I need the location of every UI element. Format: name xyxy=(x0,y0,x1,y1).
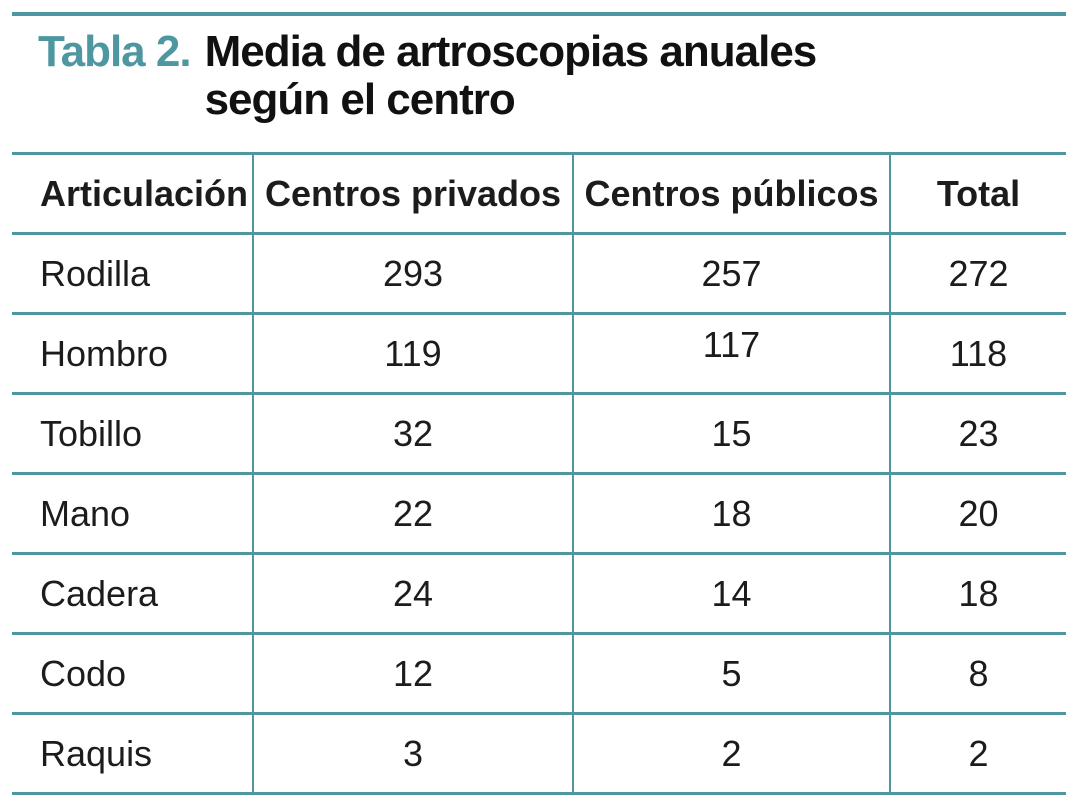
table-row-rodilla xyxy=(12,234,1066,314)
table-title-line2: según el centro xyxy=(204,75,515,124)
table-row-mano xyxy=(12,474,1066,554)
cell-articulacion: Hombro xyxy=(40,332,169,374)
cell-total: 272 xyxy=(890,234,1066,314)
table-header-row xyxy=(12,154,1066,234)
cell-total: 8 xyxy=(890,634,1066,714)
cell-total: 23 xyxy=(890,394,1066,474)
cell-privados: 32 xyxy=(253,394,573,474)
cell-publicos: 18 xyxy=(573,474,890,554)
cell-publicos: 5 xyxy=(573,634,890,714)
header-articulacion: Articulación xyxy=(40,172,249,214)
header-centros-privados: Centros privados xyxy=(253,154,573,234)
table-row-codo xyxy=(12,634,1066,714)
cell-total: 18 xyxy=(890,554,1066,634)
cell-privados: 293 xyxy=(253,234,573,314)
table-row-hombro xyxy=(12,314,1066,394)
table-row-cadera xyxy=(12,554,1066,634)
cell-articulacion: Mano xyxy=(40,492,131,534)
cell-publicos: 14 xyxy=(573,554,890,634)
cell-articulacion: Rodilla xyxy=(40,252,151,294)
table-title xyxy=(38,28,816,124)
top-divider-rule xyxy=(12,12,1066,16)
header-total: Total xyxy=(890,154,1066,234)
header-centros-publicos: Centros públicos xyxy=(573,154,890,234)
cell-publicos: 257 xyxy=(573,234,890,314)
cell-articulacion: Codo xyxy=(40,652,127,694)
cell-articulacion: Cadera xyxy=(40,572,159,614)
cell-articulacion: Tobillo xyxy=(40,412,143,454)
cell-total: 2 xyxy=(890,714,1066,794)
cell-privados: 22 xyxy=(253,474,573,554)
cell-publicos: 15 xyxy=(573,394,890,474)
table-row-tobillo xyxy=(12,394,1066,474)
cell-privados: 24 xyxy=(253,554,573,634)
table-title-text xyxy=(205,28,817,124)
table-row-raquis xyxy=(12,714,1066,794)
cell-total: 20 xyxy=(890,474,1066,554)
cell-privados: 3 xyxy=(253,714,573,794)
cell-publicos: 2 xyxy=(573,714,890,794)
cell-privados: 12 xyxy=(253,634,573,714)
cell-publicos: 117 xyxy=(573,314,890,394)
table-title-line1: Media de artroscopias anuales xyxy=(204,27,817,76)
table-number-label: Tabla 2. xyxy=(38,27,191,76)
cell-articulacion: Raquis xyxy=(40,732,153,774)
cell-privados: 119 xyxy=(253,314,573,394)
cell-total: 118 xyxy=(890,314,1066,394)
arthroscopy-table xyxy=(12,152,1066,795)
